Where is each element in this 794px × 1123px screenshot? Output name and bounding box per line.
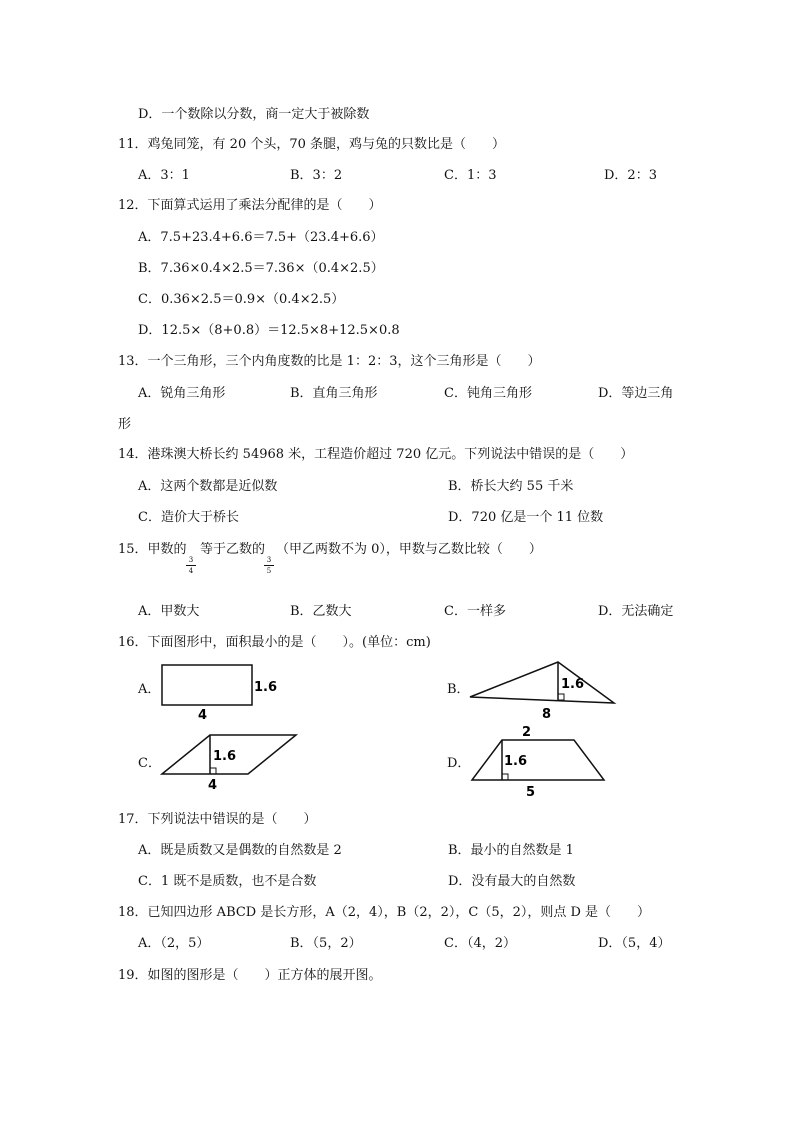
q15-option-d: D．无法确定 (598, 604, 674, 619)
q15-fraction-1 (186, 556, 196, 575)
q13-option-a: A．锐角三角形 (138, 386, 226, 401)
q15-stem-part2: 等于乙数的 (200, 542, 266, 557)
q15-fraction-2 (264, 556, 274, 575)
q14-option-b: B．桥长大约 55 千米 (448, 479, 574, 494)
figure-c-height: 1.6 (213, 749, 237, 764)
q18-option-c: C．（4，2） (444, 936, 516, 951)
q11-option-d: D．2：3 (604, 168, 657, 183)
q18-option-d: D．（5，4） (598, 936, 671, 951)
figure-c-base: 4 (208, 778, 218, 792)
q15-option-b: B．乙数大 (290, 604, 352, 619)
q18-stem: 18．已知四边形 ABCD 是长方形，A（2，4），B（2，2），C（5，2），则点 D 是（ ） (118, 905, 651, 920)
figure-b-base: 8 (542, 707, 552, 722)
q16-figure-b-triangle (462, 656, 622, 722)
q13-option-d: D．等边三角 (598, 386, 674, 401)
q14-option-a: A．这两个数都是近似数 (138, 479, 278, 494)
q14-stem: 14．港珠澳大桥长约 54968 米，工程造价超过 720 亿元。下列说法中错误的是（ ） (118, 447, 634, 462)
q13-stem: 13．一个三角形，三个内角度数的比是 1：2：3，这个三角形是（ ） (118, 354, 541, 369)
figure-b-height: 1.6 (561, 677, 585, 692)
q12-option-d: D．12.5×（8+0.8）＝12.5×8+12.5×0.8 (138, 323, 400, 338)
q12-stem: 12．下面算式运用了乘法分配律的是（ ） (118, 198, 382, 213)
q13-option-c: C．钝角三角形 (444, 386, 532, 401)
q15-stem-part3: （甲乙两数不为 0），甲数与乙数比较（ ） (276, 542, 542, 557)
fraction-denominator: 4 (188, 567, 194, 575)
q16-figure-a-rectangle (150, 660, 290, 722)
q13-option-d-wrap: 形 (118, 417, 132, 432)
q17-option-b: B．最小的自然数是 1 (448, 843, 574, 858)
fraction-denominator: 5 (266, 567, 272, 575)
fraction-numerator: 3 (188, 556, 194, 564)
q11-option-a: A．3：1 (138, 168, 190, 183)
q17-option-d: D．没有最大的自然数 (448, 874, 576, 889)
q11-stem: 11．鸡兔同笼，有 20 个头，70 条腿，鸡与兔的只数比是（ ） (118, 137, 506, 152)
q16-option-c-label: C． (138, 756, 161, 771)
q17-option-c: C．1 既不是质数，也不是合数 (138, 874, 317, 889)
q17-stem: 17．下列说法中错误的是（ ） (118, 812, 317, 827)
q19-stem: 19．如图的图形是（ ）正方体的展开图。 (118, 968, 382, 983)
q11-option-c: C．1：3 (444, 168, 497, 183)
q15-option-a: A．甲数大 (138, 604, 200, 619)
fraction-numerator: 3 (266, 556, 272, 564)
figure-d-top: 2 (522, 725, 532, 740)
q11-option-b: B．3：2 (290, 168, 343, 183)
q14-option-c: C．造价大于桥长 (138, 510, 239, 525)
q12-option-a: A．7.5+23.4+6.6＝7.5+（23.4+6.6） (138, 230, 384, 245)
q10-option-d: D．一个数除以分数，商一定大于被除数 (138, 107, 370, 122)
figure-d-bottom: 5 (526, 785, 536, 798)
q17-option-a: A．既是质数又是偶数的自然数是 2 (138, 843, 342, 858)
figure-a-height: 1.6 (254, 680, 278, 695)
q15-option-c: C．一样多 (444, 604, 506, 619)
q15-stem-part1: 15．甲数的 (118, 542, 187, 557)
figure-d-height: 1.6 (504, 754, 528, 769)
q16-option-d-label: D． (447, 756, 471, 771)
q16-figure-d-trapezoid (464, 722, 614, 798)
q16-option-a-label: A． (138, 682, 161, 697)
q18-option-a: A．（2，5） (138, 936, 210, 951)
figure-a-base: 4 (198, 708, 208, 722)
q14-option-d: D．720 亿是一个 11 位数 (448, 510, 604, 525)
q13-option-b: B．直角三角形 (290, 386, 378, 401)
q18-option-b: B．（5，2） (290, 936, 362, 951)
q12-option-c: C．0.36×2.5＝0.9×（0.4×2.5） (138, 292, 345, 307)
q16-stem: 16．下面图形中，面积最小的是（ ）。(单位：cm) (118, 635, 431, 650)
q16-option-b-label: B． (447, 682, 470, 697)
q16-figure-c-parallelogram (156, 730, 301, 792)
q12-option-b: B．7.36×0.4×2.5＝7.36×（0.4×2.5） (138, 261, 384, 276)
